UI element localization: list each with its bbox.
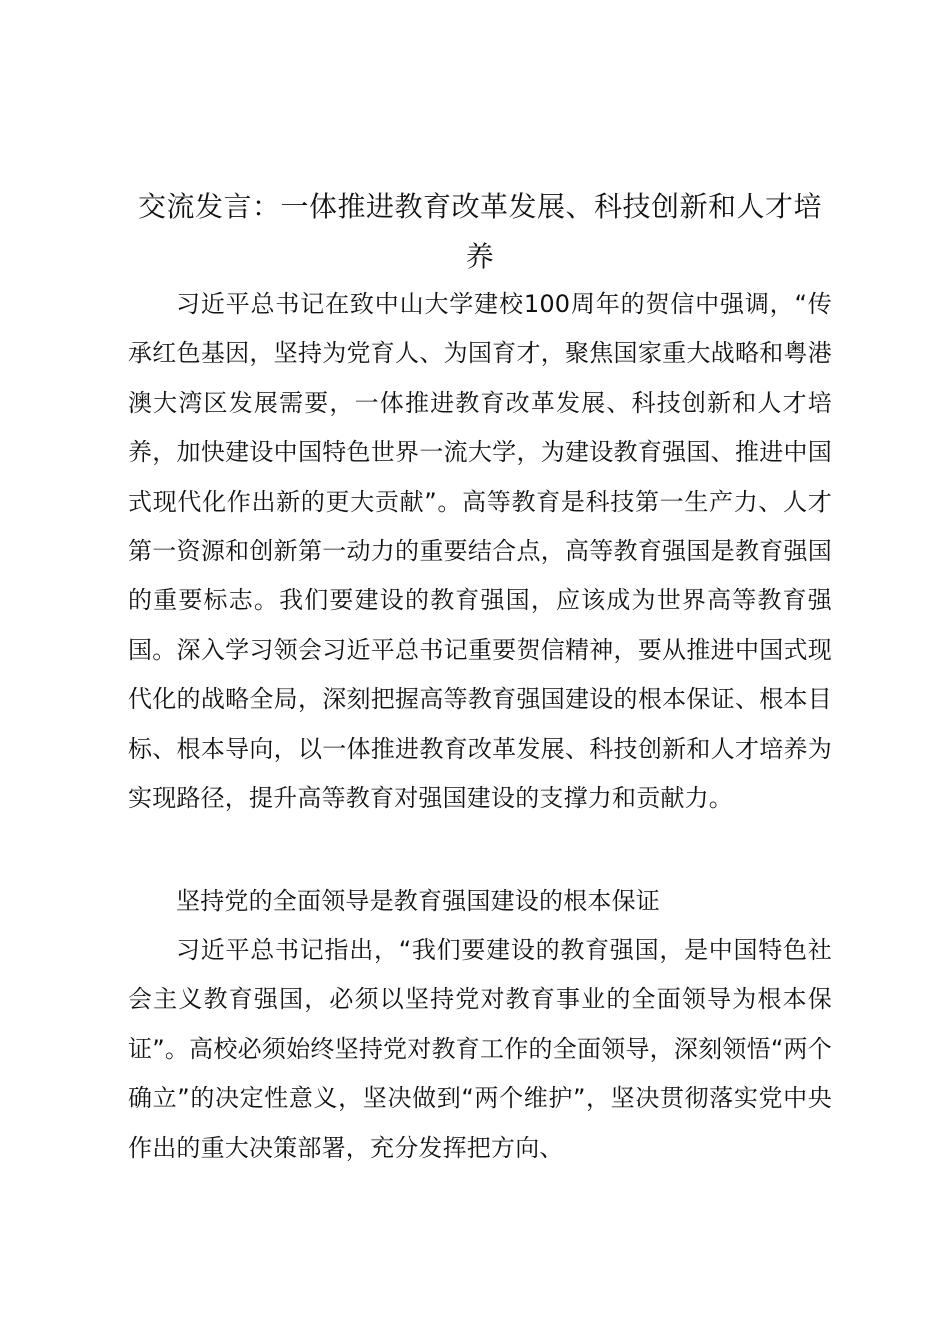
body-paragraph-1: 习近平总书记在致中山大学建校100周年的贺信中强调，“传承红色基因，坚持为党育人、为国育才，聚焦国家重大战略和粤港澳大湾区发展需要，一体推进教育改革发展、科技创新和人才培养，加快建设中国特色世界一流大学，为建设教育强国、推进中国式现代化作出新的更大贡献”。高等教育是科技第一生产力、人才第一资源和创新第一动力的重要结合点，高等教育强国是教育强国的重要标志。我们要建设的教育强国，应该成为世界高等教育强国。深入学习领会习近平总书记重要贺信精神，要从推进中国式现代化的战略全局，深刻把握高等教育强国建设的根本保证、根本目标、根本导向，以一体推进教育改革发展、科技创新和人才培养为实现路径，提升高等教育对强国建设的支撑力和贡献力。 [128,290,832,813]
body-paragraph-2: 习近平总书记指出，“我们要建设的教育强国，是中国特色社会主义教育强国，必须以坚持党对教育事业的全面领导为根本保证”。高校必须始终坚持党对教育工作的全面领导，深刻领悟“两个确立”的决定性意义，坚决做到“两个维护”，坚决贯彻落实党中央作出的重大决策部署，充分发挥把方向、 [128,936,832,1162]
section-heading: 坚持党的全面领导是教育强国建设的根本保证 [176,887,660,915]
document-title: 交流发言：一体推进教育改革发展、科技创新和人才培养 [137,190,822,273]
